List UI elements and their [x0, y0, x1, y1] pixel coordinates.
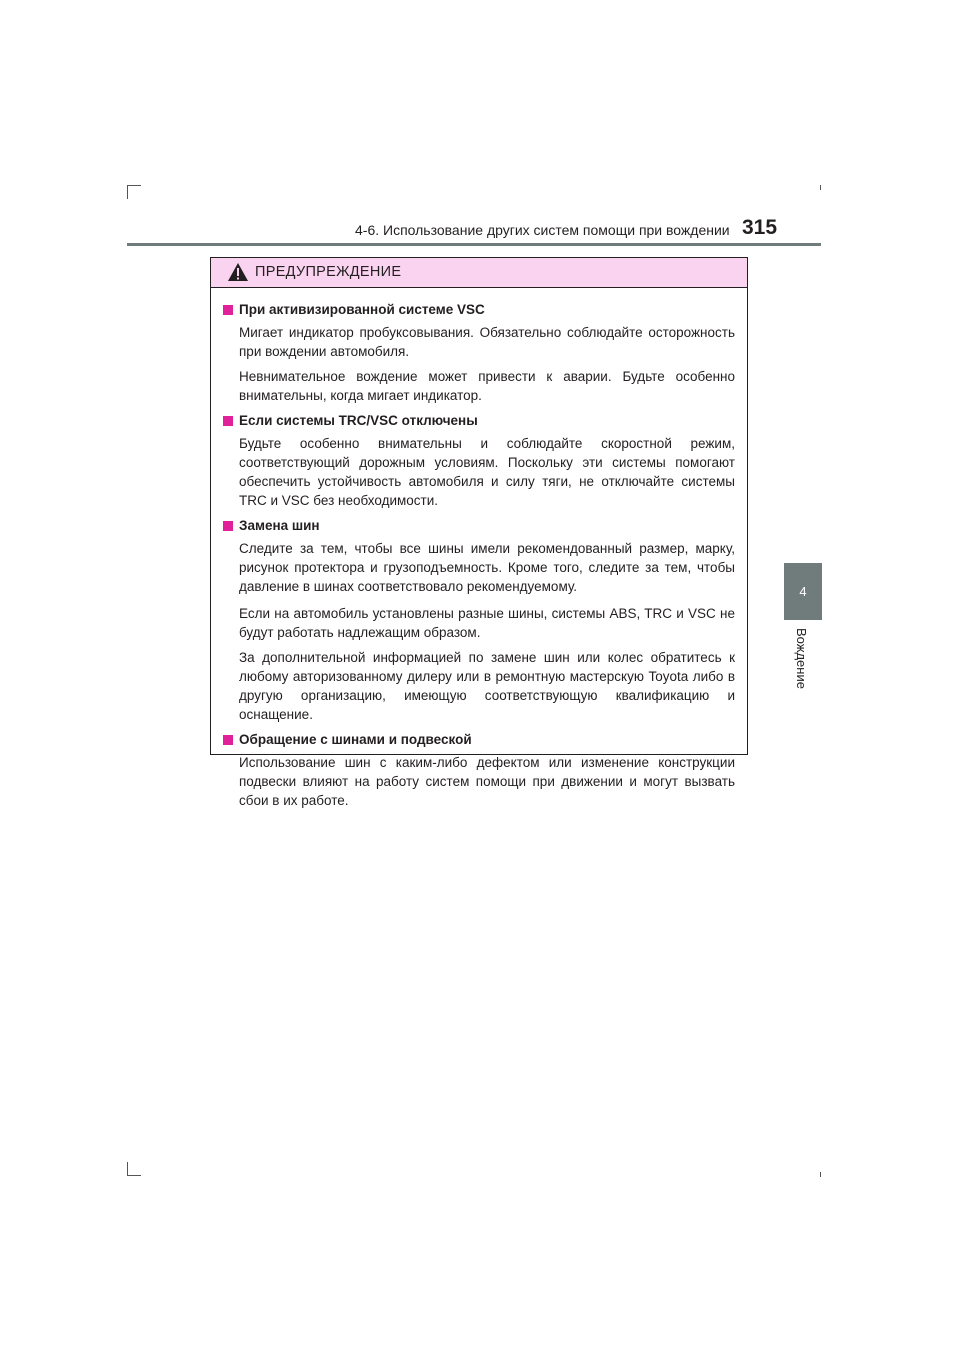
warning-header	[211, 258, 747, 288]
chapter-tab: 4	[784, 563, 822, 620]
page-number: 315	[742, 216, 778, 239]
crop-mark	[127, 1175, 141, 1176]
bullet-icon	[223, 416, 233, 426]
warning-section	[223, 413, 735, 510]
paragraph: Будьте особенно внимательны и соблюдайте скоростной режим, соответствующий дорожным условиям. Поскольку эти системы помогают обеспечить устойчивость автомобиля и силу тяги, не отключайте системы TRC и VSC без необходимости.	[239, 436, 735, 508]
warning-section	[223, 732, 735, 810]
crop-mark	[127, 185, 128, 199]
warning-triangle-icon	[227, 262, 249, 287]
header-rule	[127, 243, 821, 246]
paragraph: Использование шин с каким-либо дефектом или изменение конструкции подвески влияют на работу систем помощи при движении и могут вызвать сбои в их работе.	[239, 755, 735, 808]
paragraph: Невнимательное вождение может привести к аварии. Будьте особенно внимательны, когда мигает индикатор.	[239, 369, 735, 403]
crop-mark	[127, 1162, 128, 1176]
crop-mark	[820, 1172, 821, 1177]
warning-section	[223, 302, 735, 405]
warning-section	[223, 518, 735, 724]
warning-box	[210, 257, 748, 808]
crop-mark	[127, 185, 141, 186]
paragraph: За дополнительной информацией по замене шин или колес обратитесь к любому авторизованному дилеру или в ремонтную мастерскую Toyota либо в другую организацию, имеющую соответствующую квалификацию и оснащение.	[239, 650, 735, 722]
section-heading: Замена шин	[239, 518, 320, 533]
bullet-icon	[223, 521, 233, 531]
chapter-label: Вождение	[794, 628, 809, 689]
section-title: 4-6. Использование других систем помощи при вождении	[355, 222, 730, 238]
bullet-icon	[223, 735, 233, 745]
bullet-icon	[223, 305, 233, 315]
warning-title: ПРЕДУПРЕЖДЕНИЕ	[255, 264, 402, 280]
paragraph: Следите за тем, чтобы все шины имели рекомендованный размер, марку, рисунок протектора и грузоподъемность. Кроме того, следите за тем, чтобы давление в шинах соответствовало рекомендуемому.	[239, 541, 735, 594]
section-heading: Если системы TRC/VSC отключены	[239, 413, 478, 428]
paragraph: Если на автомобиль установлены разные шины, системы ABS, TRC и VSC не будут работать надлежащим образом.	[239, 606, 735, 640]
section-heading: При активизированной системе VSC	[239, 302, 485, 317]
paragraph: Мигает индикатор пробуксовывания. Обязательно соблюдайте осторожность при вождении автомобиля.	[239, 325, 735, 359]
section-heading: Обращение с шинами и подвеской	[239, 732, 472, 747]
crop-mark	[820, 185, 821, 190]
warning-body	[211, 288, 747, 810]
